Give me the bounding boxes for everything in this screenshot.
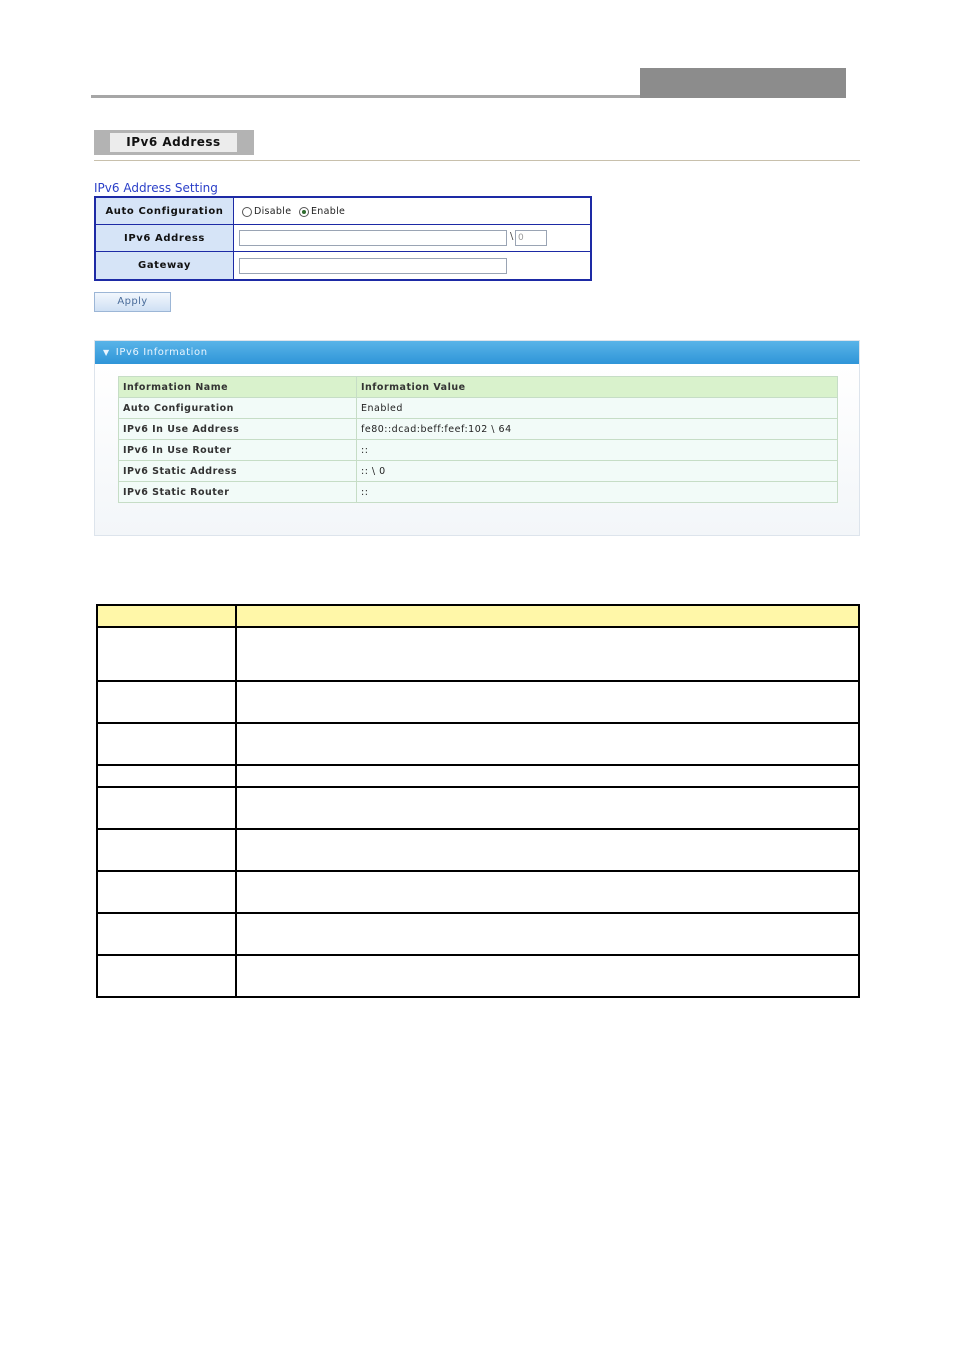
- info-name-cell: IPv6 In Use Router: [119, 440, 357, 461]
- description-cell: [236, 787, 859, 829]
- ipv6-information-panel: [94, 340, 860, 536]
- collapse-arrow-icon[interactable]: ▼: [103, 348, 110, 357]
- table-row: [97, 681, 859, 723]
- table-row: [119, 419, 838, 440]
- ipv6-settings-form: [94, 196, 592, 281]
- description-cell: [236, 723, 859, 765]
- column-header-value: Information Value: [357, 377, 838, 398]
- description-cell: [97, 765, 236, 787]
- ipv6-address-label: IPv6 Address: [96, 225, 234, 251]
- info-value-cell: ::: [357, 482, 838, 503]
- info-name-cell: IPv6 In Use Address: [119, 419, 357, 440]
- apply-button[interactable]: Apply: [94, 292, 171, 312]
- description-cell: [236, 627, 859, 681]
- info-name-cell: IPv6 Static Router: [119, 482, 357, 503]
- description-table: [96, 604, 860, 998]
- description-cell: [97, 913, 236, 955]
- table-row: [97, 955, 859, 997]
- table-row: [119, 482, 838, 503]
- column-header-name: Information Name: [119, 377, 357, 398]
- ipv6-address-row: [96, 225, 590, 252]
- description-cell: [236, 765, 859, 787]
- ipv6-address-input[interactable]: [239, 230, 507, 246]
- ipv6-information-table: [118, 376, 838, 503]
- info-value-cell: :: \ 0: [357, 461, 838, 482]
- prefix-length-input[interactable]: 0: [515, 230, 547, 246]
- info-value-cell: Enabled: [357, 398, 838, 419]
- description-cell: [236, 913, 859, 955]
- page-title: IPv6 Address: [110, 133, 237, 152]
- enable-radio[interactable]: [299, 207, 309, 217]
- description-cell: [236, 829, 859, 871]
- description-cell: [97, 723, 236, 765]
- settings-heading: IPv6 Address Setting: [94, 181, 218, 195]
- description-header-object: [97, 605, 236, 627]
- info-name-cell: IPv6 Static Address: [119, 461, 357, 482]
- auto-configuration-row: [96, 198, 590, 225]
- description-cell: [97, 787, 236, 829]
- auto-configuration-label: Auto Configuration: [96, 198, 234, 224]
- description-cell: [97, 955, 236, 997]
- gateway-input[interactable]: [239, 258, 507, 274]
- table-row: [119, 398, 838, 419]
- info-panel-header[interactable]: [95, 341, 859, 364]
- table-header-row: [119, 377, 838, 398]
- description-cell: [236, 871, 859, 913]
- description-cell: [97, 871, 236, 913]
- info-name-cell: Auto Configuration: [119, 398, 357, 419]
- gateway-row: [96, 252, 590, 279]
- table-row: [97, 787, 859, 829]
- description-header-description: [236, 605, 859, 627]
- description-cell: [236, 681, 859, 723]
- disable-radio-option[interactable]: [242, 206, 291, 217]
- info-value-cell: ::: [357, 440, 838, 461]
- prefix-separator: \: [510, 231, 514, 242]
- gateway-label: Gateway: [96, 252, 234, 279]
- description-header-row: [97, 605, 859, 627]
- table-row: [119, 440, 838, 461]
- table-row: [97, 913, 859, 955]
- title-divider: [94, 160, 860, 161]
- description-cell: [236, 955, 859, 997]
- disable-radio[interactable]: [242, 207, 252, 217]
- header-rule: [91, 95, 640, 98]
- table-row: [97, 871, 859, 913]
- description-cell: [97, 681, 236, 723]
- enable-radio-option[interactable]: [299, 206, 345, 217]
- table-row: [119, 461, 838, 482]
- disable-radio-label: Disable: [254, 206, 292, 217]
- header-block: [640, 68, 846, 98]
- page-title-box: [94, 130, 254, 155]
- table-row: [97, 765, 859, 787]
- table-row: [97, 627, 859, 681]
- description-cell: [97, 627, 236, 681]
- info-value-cell: fe80::dcad:beff:feef:102 \ 64: [357, 419, 838, 440]
- description-cell: [97, 829, 236, 871]
- table-row: [97, 723, 859, 765]
- table-row: [97, 829, 859, 871]
- enable-radio-label: Enable: [311, 206, 346, 217]
- info-panel-title: IPv6 Information: [115, 347, 208, 358]
